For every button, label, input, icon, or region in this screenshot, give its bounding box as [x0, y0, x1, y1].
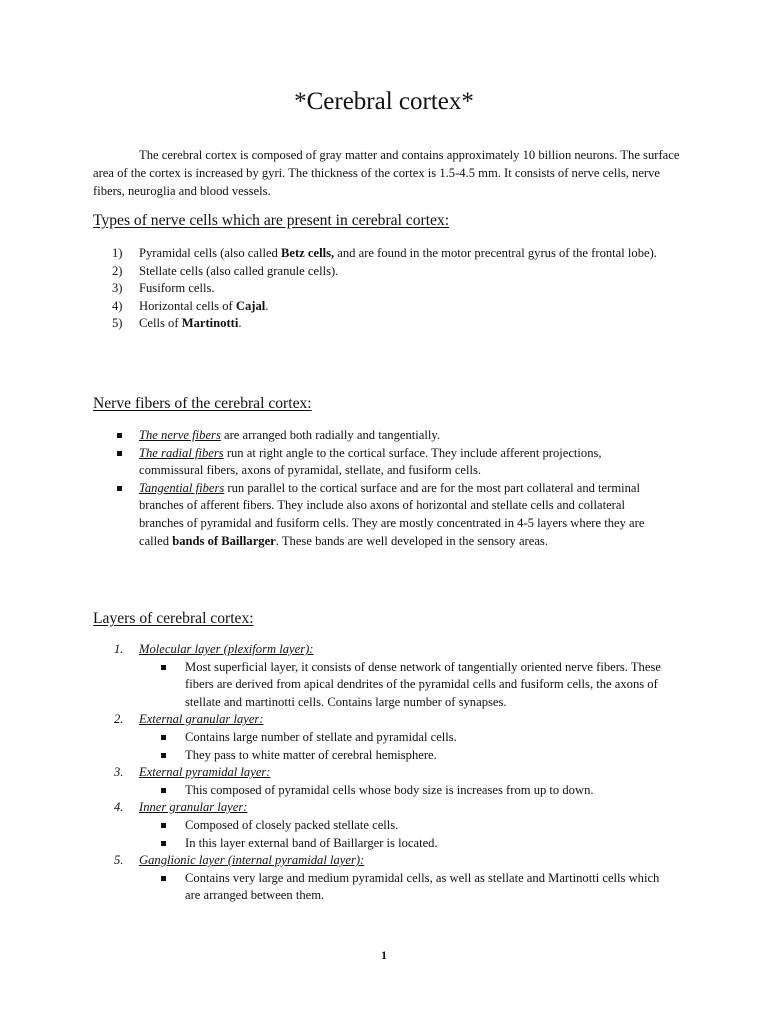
layer-name: Inner granular layer: — [139, 800, 248, 815]
item-number: 5) — [112, 316, 123, 331]
layer-point — [139, 870, 673, 905]
layer-item — [93, 764, 673, 799]
square-bullet-icon — [161, 753, 166, 758]
cell-types-list — [93, 245, 683, 333]
square-bullet-icon — [161, 788, 166, 793]
layer-name: External pyramidal layer: — [139, 765, 271, 780]
item-text-end: . These bands are well developed in the sensory areas. — [275, 533, 548, 548]
layer-points — [139, 817, 673, 852]
list-item — [93, 263, 683, 281]
square-bullet-icon — [117, 451, 122, 456]
list-item — [93, 245, 683, 263]
item-text: Horizontal cells of — [139, 298, 236, 313]
item-number: 2) — [112, 263, 123, 278]
layer-point — [139, 729, 673, 747]
layer-point — [139, 817, 673, 835]
layer-point-text: They pass to white matter of cerebral hemisphere. — [185, 747, 437, 762]
item-text: Pyramidal cells (also called — [139, 246, 281, 260]
list-item — [93, 280, 683, 298]
square-bullet-icon — [117, 433, 122, 438]
layer-point-text: Contains large number of stellate and pyramidal cells. — [185, 729, 457, 744]
item-text-end: . — [238, 316, 242, 331]
item-bold-text: Martinotti — [181, 316, 239, 331]
item-text: run at right angle to the cortical surface. They include afferent projections, commissural fibers, axons of pyramidal, stellate, and fusiform cells. — [139, 445, 602, 478]
item-text: Cells of — [139, 316, 182, 331]
layer-item — [93, 799, 673, 852]
fiber-term: Tangential fibers — [139, 480, 225, 495]
layer-points — [139, 870, 673, 905]
layer-number: 1. — [114, 642, 124, 656]
item-text: Fusiform cells. — [139, 281, 215, 296]
page-number: 1 — [381, 948, 387, 962]
item-number: 1) — [112, 246, 123, 260]
square-bullet-icon — [161, 735, 166, 740]
layer-points — [139, 782, 673, 800]
layer-point — [139, 835, 673, 853]
layer-number: 4. — [114, 800, 124, 815]
layer-name: External granular layer: — [139, 712, 264, 727]
item-text: Stellate cells (also called granule cells). — [139, 263, 339, 278]
list-item — [93, 427, 667, 445]
item-number: 3) — [112, 281, 123, 296]
item-bold-text: Betz cells, — [280, 246, 335, 260]
square-bullet-icon — [161, 841, 166, 846]
layer-number: 5. — [114, 853, 124, 868]
list-item — [93, 445, 667, 480]
layer-item — [93, 852, 673, 905]
item-text-end: and are found in the motor precentral gyrus of the frontal lobe). — [334, 246, 657, 260]
nerve-fibers-list — [93, 427, 667, 550]
cortex-layers-list — [93, 641, 673, 905]
intro-paragraph: The cerebral cortex is composed of gray matter and contains approximately 10 billion neurons. The surface area of the cortex is increased by gyri. The thickness of the cortex is 1.5-4.5 mm. It consists of nerve cells, nerve fibers, neuroglia and blood vessels. — [93, 148, 680, 198]
layer-point — [139, 782, 673, 800]
item-number: 4) — [112, 298, 123, 313]
layer-points — [139, 729, 673, 764]
layer-item — [93, 641, 673, 711]
item-text: run parallel to the cortical surface and are for the most part collateral and terminal branches of afferent fibers. They include also axons of horizontal and stellate cells and collateral branches of pyramidal and fusiform cells. They are mostly concentrated in 4-5 layers where they are called — [139, 480, 645, 548]
list-item — [93, 315, 683, 333]
list-item — [93, 298, 683, 316]
layer-item — [93, 711, 673, 764]
layer-point — [139, 747, 673, 765]
layer-number: 2. — [114, 712, 124, 727]
item-text: are arranged both radially and tangentially. — [220, 428, 440, 442]
layer-point-text: In this layer external band of Baillarger is located. — [185, 835, 438, 850]
layer-point-text: Composed of closely packed stellate cells. — [185, 817, 399, 832]
square-bullet-icon — [117, 486, 122, 491]
item-bold-text: Cajal — [235, 298, 266, 313]
layer-point-text: Most superficial layer, it consists of dense network of tangentially oriented nerve fibers. These fibers are derived from apical dendrites of the pyramidal cells and fusiform cells, the axons of stellate and martinotti cells. Contains large number of synapses. — [185, 659, 661, 709]
fiber-term: The nerve fibers — [139, 428, 221, 442]
section-heading-nerve-fibers: Nerve fibers of the cerebral cortex: — [93, 395, 312, 412]
square-bullet-icon — [161, 876, 166, 881]
section-heading-layers: Layers of cerebral cortex: — [93, 610, 254, 627]
layer-point-text: This composed of pyramidal cells whose body size is increases from up to down. — [185, 782, 594, 797]
square-bullet-icon — [161, 823, 166, 828]
layer-name: Molecular layer (plexiform layer): — [139, 642, 314, 656]
item-text-end: . — [265, 298, 269, 313]
layer-point — [139, 659, 673, 712]
item-bold-text: bands of Baillarger — [172, 533, 276, 548]
layer-number: 3. — [114, 765, 124, 780]
fiber-term: The radial fibers — [139, 445, 224, 460]
square-bullet-icon — [161, 665, 166, 670]
layer-name: Ganglionic layer (internal pyramidal layer): — [139, 853, 365, 868]
page-title: *Cerebral cortex* — [294, 88, 474, 115]
list-item — [93, 480, 667, 550]
layer-points — [139, 659, 673, 712]
layer-point-text: Contains very large and medium pyramidal cells, as well as stellate and Martinotti cells which are arranged between them. — [185, 870, 660, 903]
section-heading-cell-types: Types of nerve cells which are present in cerebral cortex: — [93, 212, 450, 229]
